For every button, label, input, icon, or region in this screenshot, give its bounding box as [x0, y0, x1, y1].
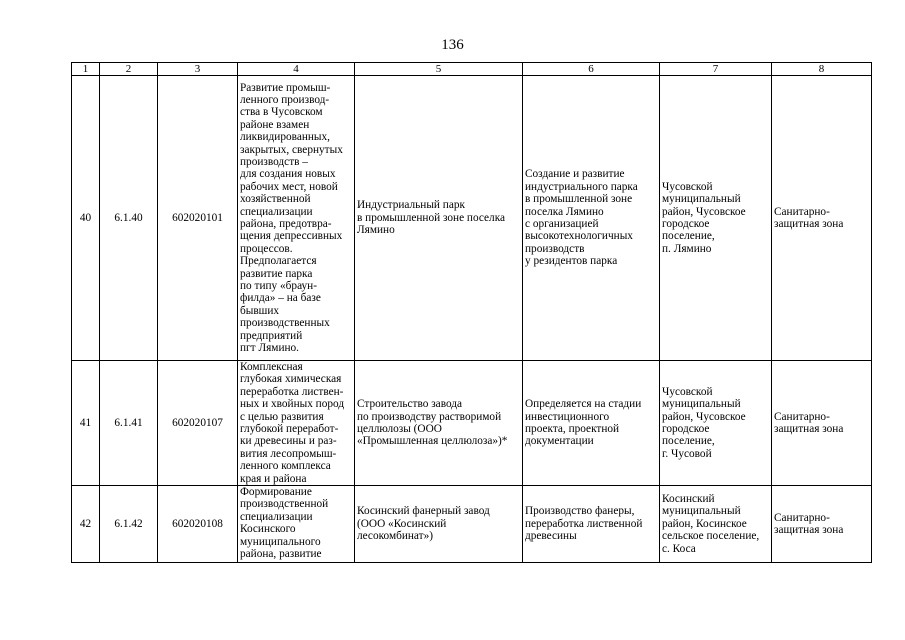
row-purpose: Производство фанеры, переработка лиственной древесины: [523, 486, 660, 563]
table-header-row: [72, 63, 872, 76]
row-object: Индустриальный парк в промышленной зоне поселка Лямино: [355, 76, 523, 361]
column-header: 3: [158, 63, 238, 76]
row-object: Косинский фанерный завод (ООО «Косинский лесокомбинат»): [355, 486, 523, 563]
row-number: 41: [72, 361, 100, 486]
row-id: 602020101: [158, 76, 238, 361]
row-zone: Санитарно- защитная зона: [772, 486, 872, 563]
row-code: 6.1.42: [100, 486, 158, 563]
row-location: Чусовской муниципальный район, Чусовское городское поселение, г. Чусовой: [660, 361, 772, 486]
row-zone: Санитарно- защитная зона: [772, 76, 872, 361]
column-header: 1: [72, 63, 100, 76]
row-goal: Комплексная глубокая химическая переработка листвен- ных и хвойных пород с целью развития глубокой переработ- ки древесины и раз- вития лесопромыш- ленного комплекса края и района: [238, 361, 355, 486]
row-purpose: Определяется на стадии инвестиционного проекта, проектной документации: [523, 361, 660, 486]
page-number: 136: [441, 37, 464, 53]
column-header: 6: [523, 63, 660, 76]
table-row: [72, 486, 872, 563]
column-header: 5: [355, 63, 523, 76]
row-code: 6.1.40: [100, 76, 158, 361]
column-header: 2: [100, 63, 158, 76]
document-table: [71, 62, 872, 563]
row-purpose: Создание и развитие индустриального парка в промышленной зоне поселка Лямино с организацией высокотехнологичных производств у резидентов парка: [523, 76, 660, 361]
row-code: 6.1.41: [100, 361, 158, 486]
row-location: Чусовской муниципальный район, Чусовское городское поселение, п. Лямино: [660, 76, 772, 361]
row-location: Косинский муниципальный район, Косинское сельское поселение, с. Коса: [660, 486, 772, 563]
row-goal: Развитие промыш- ленного производ- ства в Чусовском районе взамен ликвидированных, закрытых, свернутых производств – для создания новых рабочих мест, новой хозяйственной специализации района, предотвра- щения депрессивных процессов. Предполагается развитие парка по типу «браун- филда» – на базе бывших производственных предприятий пгт Лямино.: [238, 76, 355, 361]
column-header: 8: [772, 63, 872, 76]
row-goal: Формирование производственной специализации Косинского муниципального района, развитие: [238, 486, 355, 563]
table-row: [72, 361, 872, 486]
row-id: 602020107: [158, 361, 238, 486]
row-number: 42: [72, 486, 100, 563]
table-row: [72, 76, 872, 361]
column-header: 7: [660, 63, 772, 76]
row-zone: Санитарно- защитная зона: [772, 361, 872, 486]
row-number: 40: [72, 76, 100, 361]
column-header: 4: [238, 63, 355, 76]
row-id: 602020108: [158, 486, 238, 563]
row-object: Строительство завода по производству растворимой целлюлозы (ООО «Промышленная целлюлоза»)*: [355, 361, 523, 486]
